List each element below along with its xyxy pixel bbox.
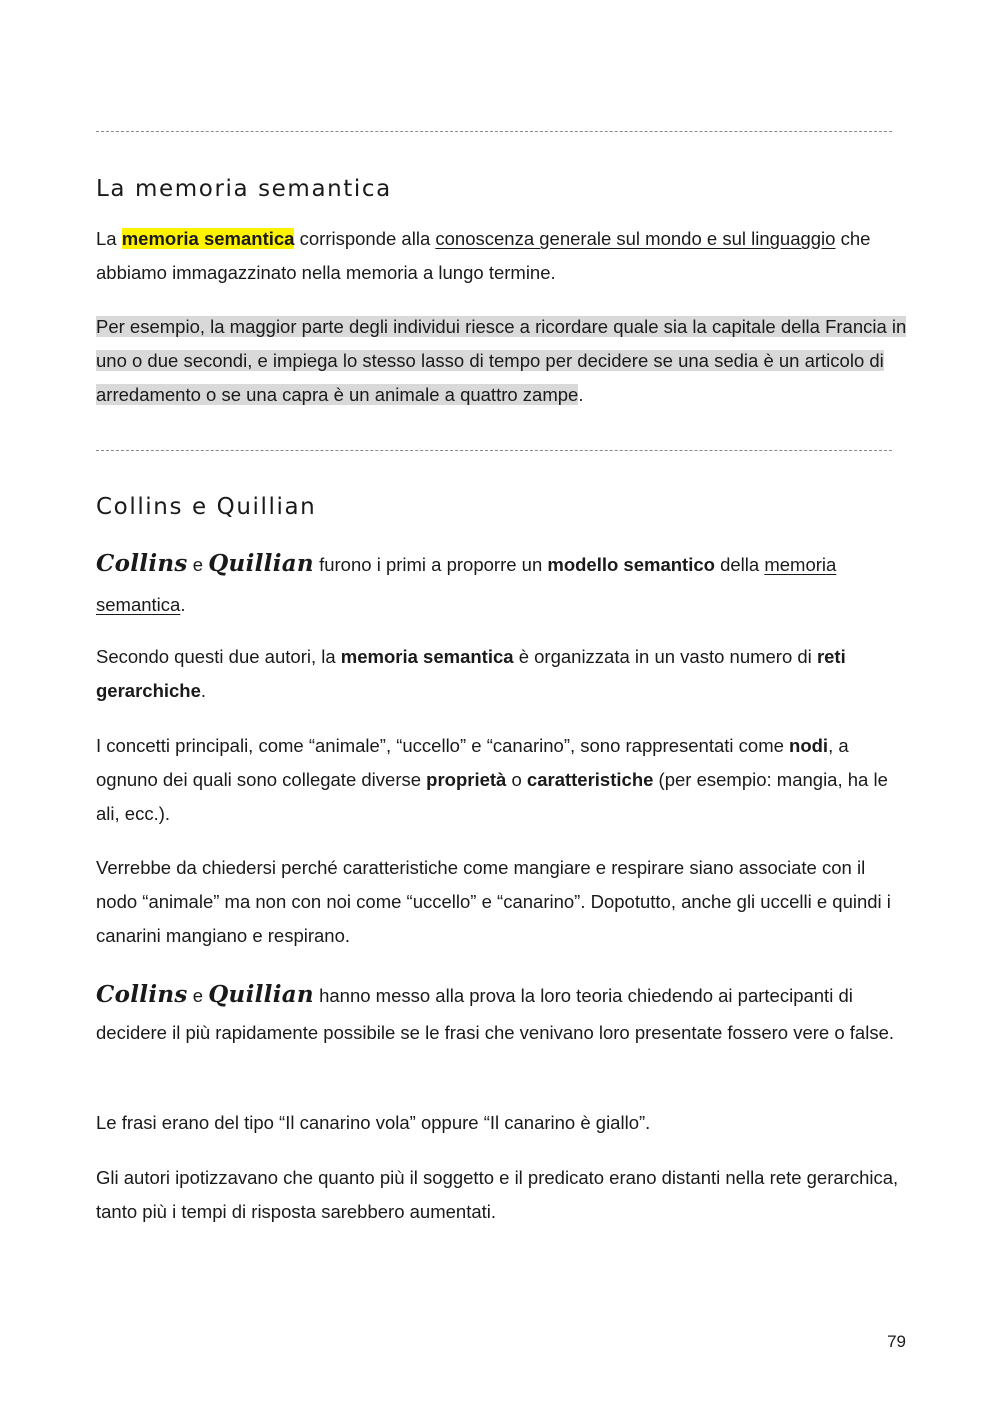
text: furono i primi a proporre un xyxy=(313,554,548,575)
underlined-phrase: conoscenza generale sul mondo e sul linguaggio xyxy=(435,228,836,249)
paragraph-nodes xyxy=(96,729,908,831)
text: I concetti principali, come “animale”, “uccello” e “canarino”, sono rappresentati come xyxy=(96,735,790,756)
underlined-phrase: memoria semantica xyxy=(96,554,837,615)
dashed-divider xyxy=(96,131,892,132)
text: o xyxy=(506,769,527,790)
text: e xyxy=(187,985,209,1006)
text: hanno messo alla prova la loro teoria chiedendo ai partecipanti di decidere il più rapidamente possibile se le frasi che venivano loro presentate fossero vere o false. xyxy=(96,985,895,1043)
text: che abbiamo immagazzinato nella memoria a lungo termine. xyxy=(96,228,871,283)
text: . xyxy=(578,384,584,405)
text: e xyxy=(187,554,209,575)
section-heading-collins-quillian: Collins e Quillian xyxy=(96,494,317,520)
text: . xyxy=(180,594,186,615)
document-page xyxy=(96,0,908,1415)
bold-term: nodi xyxy=(789,735,829,756)
bold-term: memoria semantica xyxy=(340,646,514,667)
bold-term: modello semantico xyxy=(547,554,715,575)
text: è organizzata in un vasto numero di xyxy=(513,646,817,667)
author-name: Collins xyxy=(96,981,188,1008)
paragraph-experiment xyxy=(96,976,908,1051)
paragraph-definition xyxy=(96,222,908,290)
highlighted-term: memoria semantica xyxy=(121,228,295,249)
text: . xyxy=(200,680,207,701)
bold-term: caratteristiche xyxy=(526,769,654,790)
author-name: Quillian xyxy=(208,981,314,1008)
text: Secondo questi due autori, la xyxy=(96,646,341,667)
grey-highlighted-example: Per esempio, la maggior parte degli individui riesce a ricordare quale sia la capitale della Francia in uno o due secondi, e impiega lo stesso lasso di tempo per decidere se una sedia è un articolo di arredamento o se una capra è un animale a quattro zampe xyxy=(96,316,907,405)
text: corrisponde alla xyxy=(294,228,436,249)
text: , a ognuno dei quali sono collegate diverse xyxy=(96,735,849,790)
section-heading-memoria-semantica: La memoria semantica xyxy=(96,176,392,202)
paragraph-question: Verrebbe da chiedersi perché caratteristiche come mangiare e respirare siano associate con il nodo “animale” ma non con noi come “uccello” e “canarino”. Dopotutto, anche gli uccelli e quindi i canarini mangiano e respirano. xyxy=(96,857,891,946)
author-name: Collins xyxy=(96,550,188,577)
bold-term: proprietà xyxy=(426,769,507,790)
paragraph-hierarchical-networks xyxy=(96,640,908,708)
text: (per esempio: mangia, ha le ali, ecc.). xyxy=(96,769,888,824)
paragraph-hypothesis: Gli autori ipotizzavano che quanto più il soggetto e il predicato erano distanti nella rete gerarchica, tanto più i tempi di risposta sarebbero aumentati. xyxy=(96,1167,899,1222)
dashed-divider xyxy=(96,450,892,451)
paragraph-collins-quillian-model xyxy=(96,544,908,625)
bold-term: reti gerarchiche xyxy=(96,646,846,701)
page-number: 79 xyxy=(887,1332,906,1351)
paragraph-example xyxy=(96,310,908,412)
text: La xyxy=(96,228,122,249)
author-name: Quillian xyxy=(208,550,314,577)
paragraph-sentence-examples: Le frasi erano del tipo “Il canarino vola” oppure “Il canarino è giallo”. xyxy=(96,1112,651,1133)
text: della xyxy=(714,554,765,575)
